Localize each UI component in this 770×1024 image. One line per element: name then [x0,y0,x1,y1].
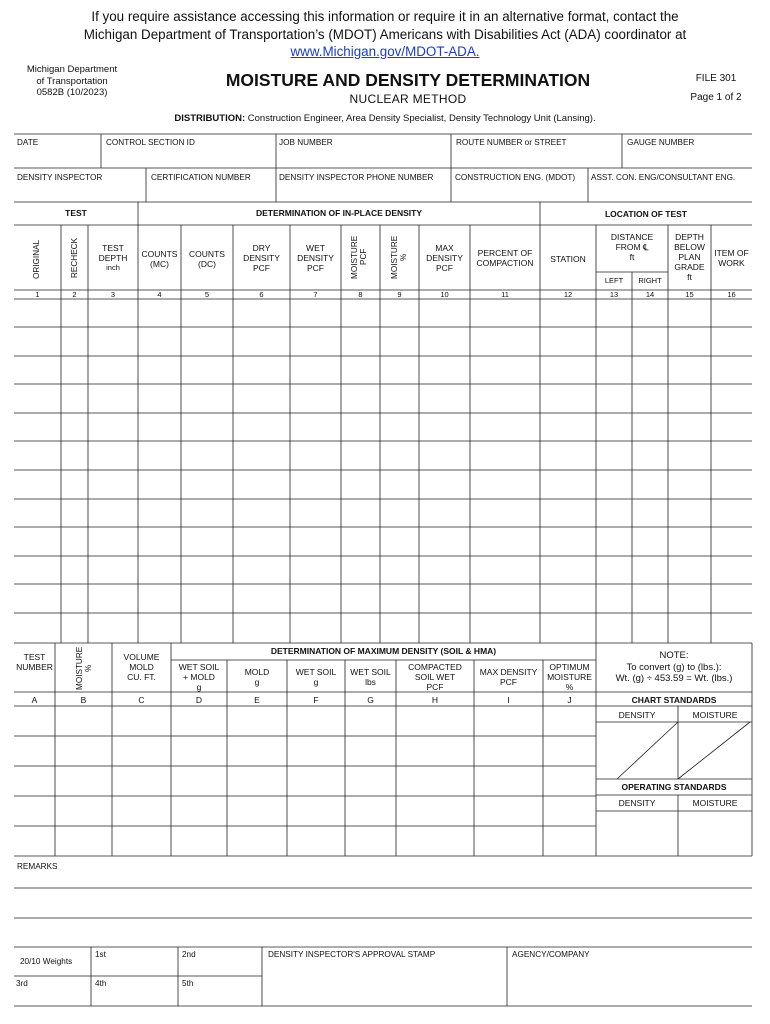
moisture-pcf-line-1: MOISTURE [350,235,359,279]
moisture-pct-header [390,232,408,282]
wet-density-line-1: WET [306,243,325,253]
recheck-header: RECHECK [70,237,79,279]
col-letter: E [254,695,260,705]
weight-3rd[interactable]: 3rd [16,979,28,988]
wet-soil-mold-header [171,662,227,692]
counts-dc-header [181,249,233,269]
item-of-work-line-1: ITEM OF [714,248,749,258]
right-header: RIGHT [638,276,662,285]
moisture-pcf-header [350,232,368,282]
counts-dc-line-1: COUNTS [189,249,225,259]
max-density-pcf-line-2: PCF [500,677,517,687]
distance-line-2: FROM ℄ [615,242,649,252]
optimum-line-2: MOISTURE [547,672,592,682]
col-number: 12 [563,290,573,299]
col-letter: J [567,695,572,705]
col-number: 9 [397,290,402,299]
note-line-2: Wt. (g) ÷ 453.59 = Wt. (lbs.) [615,673,733,684]
distance-line-1: DISTANCE [610,232,654,242]
form-title: MOISTURE AND DENSITY DETERMINATION [225,70,591,90]
left-header: LEFT [604,276,624,285]
col-number: 3 [110,290,116,299]
distribution-text: Construction Engineer, Area Density Specialist, Density Technology Unit (Lansing). [247,113,596,124]
inspector-phone-field[interactable]: DENSITY INSPECTOR PHONE NUMBER [279,173,434,182]
optimum-line-3: % [565,682,574,692]
wet-density-header [290,243,341,273]
counts-mc-line-1: COUNTS [141,249,178,259]
test-depth-unit: inch [106,263,120,272]
job-number-field[interactable]: JOB NUMBER [279,138,333,147]
col-number: 11 [501,290,509,299]
col-number: 13 [609,290,619,299]
operating-density-label: DENSITY [618,798,656,808]
wet-soil-g-header [287,667,345,687]
compacted-line-3: PCF [426,682,444,692]
col-number: 14 [645,290,655,299]
agency-company-field[interactable]: AGENCY/COMPANY [512,950,590,959]
mold-line-1: MOLD [244,667,270,677]
density-inspector-field[interactable]: DENSITY INSPECTOR [17,173,103,182]
test-depth-line-2: DEPTH [98,253,128,263]
volume-mold-line-1: VOLUME [123,652,160,662]
form-subtitle: NUCLEAR METHOD [349,92,467,106]
certification-field[interactable]: CERTIFICATION NUMBER [151,173,251,182]
gauge-number-field[interactable]: GAUGE NUMBER [627,138,695,147]
depth-below-grade-header [668,232,711,282]
weight-1st[interactable]: 1st [95,950,106,959]
max-density-pcf-line-1: MAX DENSITY [479,667,538,677]
col-number: 6 [259,290,264,299]
col-number: 10 [440,290,449,299]
compacted-line-2: SOIL WET [414,672,456,682]
volume-mold-line-2: MOLD [129,662,154,672]
test-number-header [14,652,55,672]
date-field[interactable]: DATE [17,138,39,147]
compacted-line-1: COMPACTED [408,662,462,672]
notice-line-2: Michigan Department of Transportation’s (MDOT) Americans with Disabilities Act (ADA) coordinator at [83,26,687,42]
control-section-field[interactable]: CONTROL SECTION ID [106,138,195,147]
col-number: 15 [685,290,694,299]
percent-compaction-line-1: PERCENT OF [477,248,533,258]
col-letter: C [138,695,145,705]
col-letter: A [31,695,38,705]
col-number: 16 [727,290,736,299]
construction-engineer-field[interactable]: CONSTRUCTION ENG. (MDOT) [455,173,576,182]
weight-2nd[interactable]: 2nd [182,950,196,959]
col-letter: I [507,695,510,705]
dry-density-line-2: DENSITY [243,253,280,263]
moisture-line-2: % [84,664,93,672]
max-density-line-1: MAX [435,243,454,253]
agency-name-2: of Transportation [36,75,108,87]
wet-soil-lbs-line-2: lbs [365,677,376,687]
depth-below-line-5: ft [687,272,692,282]
depth-below-line-3: PLAN [678,252,701,262]
weights-label: 20/10 Weights [20,957,73,966]
percent-compaction-header [470,248,540,268]
optimum-line-1: OPTIMUM [549,662,590,672]
wet-density-line-2: DENSITY [297,253,334,263]
chart-moisture-label: MOISTURE [692,710,738,720]
test-number-line-2: NUMBER [16,662,53,672]
mold-line-2: g [254,677,260,687]
col-number: 8 [358,290,363,299]
dry-density-line-1: DRY [252,243,271,253]
max-density-line-3: PCF [436,263,453,273]
col-number: 7 [313,290,318,299]
col-letter: F [313,695,319,705]
col-letter: G [367,695,374,705]
counts-mc-line-2: (MC) [150,259,169,269]
location-header: LOCATION OF TEST [604,209,687,219]
col-number: 4 [157,290,162,299]
operating-standards-title: OPERATING STANDARDS [621,782,727,792]
wet-soil-mold-line-1: WET SOIL [178,662,220,672]
volume-mold-header [112,652,171,682]
moisture-pct-line-1: MOISTURE [390,235,399,279]
dry-density-line-3: PCF [253,263,270,273]
wet-soil-lbs-line-1: WET SOIL [350,667,391,677]
col-number: 1 [35,290,40,299]
depth-below-line-4: GRADE [674,262,705,272]
volume-mold-line-3: CU. FT. [127,672,156,682]
remarks-field[interactable]: REMARKS [17,862,58,871]
distance-line-3: ft [629,252,635,262]
counts-mc-header [138,249,181,269]
wet-soil-g-line-1: WET SOIL [295,667,337,677]
wet-soil-lbs-header [345,667,396,687]
col-number: 2 [72,290,77,299]
ada-link[interactable]: www.Michigan.gov/MDOT-ADA. [290,44,480,59]
counts-dc-line-2: (DC) [198,259,216,269]
station-header: STATION [550,254,586,264]
note-title: NOTE: [659,650,689,661]
max-density-line-2: DENSITY [426,253,463,263]
optimum-moisture-header [543,662,596,692]
weight-5th[interactable]: 5th [182,979,194,988]
depth-below-line-2: BELOW [674,242,705,252]
chart-density-label: DENSITY [618,710,656,720]
moisture-pcf-line-2: PCF [359,248,368,266]
route-field[interactable]: ROUTE NUMBER or STREET [456,138,567,147]
depth-below-line-1: DEPTH [675,232,704,242]
col-letter: H [431,695,439,705]
operating-moisture-label: MOISTURE [692,798,738,808]
note-line-1: To convert (g) to (lbs.): [626,661,722,673]
mold-header [227,667,287,687]
inplace-density-header: DETERMINATION OF IN-PLACE DENSITY [255,208,423,218]
moisture-pct-line-2: % [399,253,408,261]
distribution-label: DISTRIBUTION: [174,113,246,124]
file-number: FILE 301 [695,73,737,84]
col-number: 5 [204,290,210,299]
item-of-work-header [711,248,752,268]
test-number-line-1: TEST [23,652,46,662]
wet-soil-g-line-2: g [313,677,319,687]
chart-standards-title: CHART STANDARDS [631,695,717,705]
agency-name-1: Michigan Department [26,64,118,75]
moisture-line-1: MOISTURE [75,646,84,690]
form-id: 0582B (10/2023) [36,87,108,98]
test-depth-line-1: TEST [102,243,124,253]
wet-soil-mold-line-3: g [196,682,202,692]
distance-header [596,232,668,262]
original-header: ORIGINAL [32,239,41,279]
max-density-pcf-header [474,667,543,687]
max-density-header [419,243,470,273]
moisture-header [75,646,93,690]
col-letter: D [195,695,203,705]
test-group-header: TEST [65,208,87,218]
compacted-soil-header [396,662,474,692]
conversion-note [596,650,752,685]
page-number: Page 1 of 2 [690,92,742,103]
col-letter: B [80,695,87,705]
dry-density-header [233,243,290,273]
weight-4th[interactable]: 4th [95,979,107,988]
approval-stamp-field[interactable]: DENSITY INSPECTOR'S APPROVAL STAMP [268,950,436,959]
notice-line-1: If you require assistance accessing this information or require it in an alternative format, contact the [91,9,679,24]
assistant-engineer-field[interactable]: ASST. CON. ENG/CONSULTANT ENG. [591,173,736,182]
test-depth-header [88,243,138,273]
wet-density-line-3: PCF [307,263,324,273]
max-density-group-header: DETERMINATION OF MAXIMUM DENSITY (SOIL & HMA) [270,646,497,656]
wet-soil-mold-line-2: + MOLD [183,672,215,682]
percent-compaction-line-2: COMPACTION [476,258,534,268]
item-of-work-line-2: WORK [718,258,745,268]
